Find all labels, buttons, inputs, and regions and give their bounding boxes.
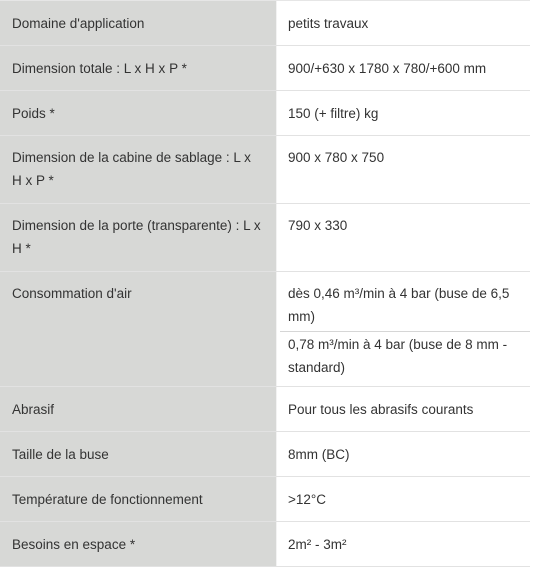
spec-value: 900/+630 x 1780 x 780/+600 mm (276, 46, 530, 90)
spec-value: 2m² - 3m² (276, 522, 530, 566)
table-row (0, 91, 530, 136)
table-row (0, 432, 530, 477)
table-row (0, 387, 530, 432)
spec-label: Poids * (0, 91, 276, 135)
spec-label: Dimension de la cabine de sablage : L x H x P * (0, 136, 276, 203)
table-row (0, 136, 530, 204)
spec-value-group (276, 272, 530, 386)
spec-value: >12°C (276, 477, 530, 521)
spec-value: dès 0,46 m³/min à 4 bar (buse de 6,5 mm) (288, 286, 510, 324)
spec-label: Température de fonctionnement (0, 477, 276, 521)
spec-value: 0,78 m³/min à 4 bar (buse de 8 mm - standard) (288, 337, 508, 375)
table-row (0, 477, 530, 522)
spec-label: Taille de la buse (0, 432, 276, 476)
spec-label: Dimension de la porte (transparente) : L x H * (0, 204, 276, 271)
spec-label: Consommation d'air (0, 272, 276, 386)
table-row (0, 1, 530, 46)
table-row (0, 522, 530, 567)
spec-value: 790 x 330 (276, 204, 530, 271)
spec-value: 8mm (BC) (276, 432, 530, 476)
spec-value: petits travaux (276, 1, 530, 45)
table-row (0, 272, 530, 387)
spec-value: 900 x 780 x 750 (276, 136, 530, 203)
spec-value: 150 (+ filtre) kg (276, 91, 530, 135)
table-row (0, 204, 530, 272)
spec-label: Domaine d'application (0, 1, 276, 45)
table-row (0, 46, 530, 91)
spec-label: Abrasif (0, 387, 276, 431)
spec-label: Besoins en espace * (0, 522, 276, 566)
spec-value: Pour tous les abrasifs courants (276, 387, 530, 431)
spec-label: Dimension totale : L x H x P * (0, 46, 276, 90)
